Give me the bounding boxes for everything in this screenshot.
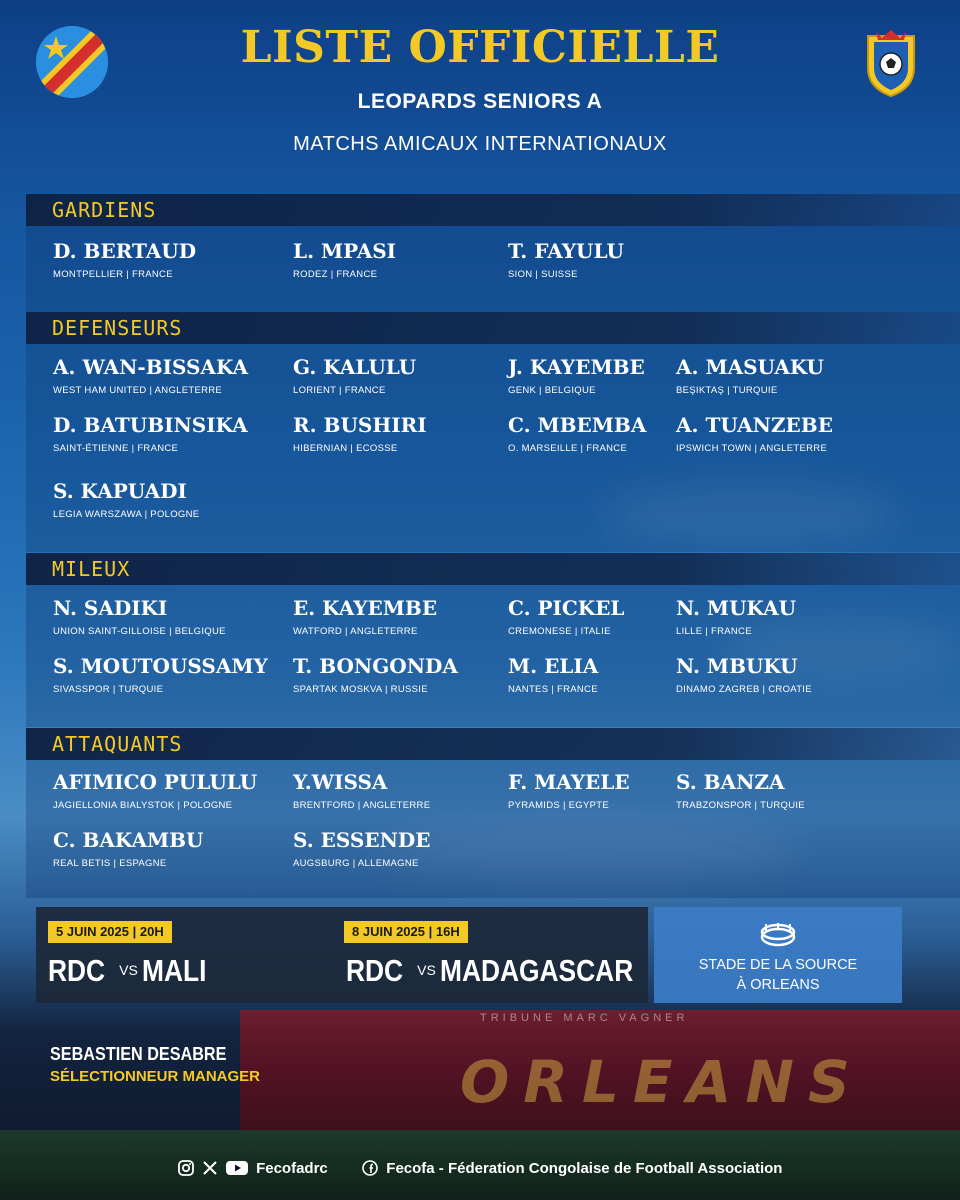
player-club: SPARTAK MOSKVA | RUSSIE [293,684,428,695]
player-name: C. MBEMBA [508,413,647,437]
player-card [53,479,283,520]
player-name: T. BONGONDA [293,654,458,678]
player-card [508,239,738,280]
stand-sign: ORLEANS [460,1048,864,1116]
player-club: REAL BETIS | ESPAGNE [53,858,167,869]
player-club: JAGIELLONIA BIALYSTOK | POLOGNE [53,800,233,811]
player-name: T. FAYULU [508,239,624,263]
manager-block [50,1044,260,1085]
player-club: LORIENT | FRANCE [293,385,386,396]
player-name: N. MUKAU [676,596,797,620]
player-club: DINAMO ZAGREB | CROATIE [676,684,812,695]
player-club: SIVASSPOR | TURQUIE [53,684,164,695]
player-card [676,355,906,396]
player-name: J. KAYEMBE [508,355,645,379]
instagram-icon[interactable] [178,1160,194,1176]
player-club: BRENTFORD | ANGLETERRE [293,800,431,811]
player-club: LILLE | FRANCE [676,626,752,637]
stadium-name [654,955,902,995]
player-name: Y.WISSA [293,770,388,794]
player-card [53,654,283,695]
player-club: BEŞIKTAŞ | TURQUIE [676,385,778,396]
player-name: A. MASUAKU [676,355,824,379]
stadium-line1: STADE DE LA SOURCE [698,957,858,973]
player-name: C. BAKAMBU [53,828,204,852]
player-club: SAINT-ÉTIENNE | FRANCE [53,443,179,454]
player-club: HIBERNIAN | ECOSSE [293,443,398,454]
away-team: MADAGASCAR [439,953,634,988]
player-club: WEST HAM UNITED | ANGLETERRE [53,385,223,396]
social-handle[interactable]: Fecofadrc [256,1160,328,1177]
player-name: A. TUANZEBE [676,413,833,437]
player-club: RODEZ | FRANCE [293,269,378,280]
footer [0,1160,960,1177]
home-team: RDC [346,953,404,988]
x-icon[interactable] [202,1160,218,1176]
player-club: UNION SAINT-GILLOISE | BELGIQUE [53,626,226,637]
player-card [53,413,283,454]
player-club: TRABZONSPOR | TURQUIE [676,800,805,811]
player-card [53,828,283,869]
section-bar-gardiens [26,194,960,226]
player-name: N. SADIKI [53,596,168,620]
vs-label: VS [119,962,138,978]
player-club: NANTES | FRANCE [508,684,598,695]
player-name: N. MBUKU [676,654,798,678]
away-team: MALI [141,953,207,988]
stand-top-text: TRIBUNE MARC VAGNER [480,1012,689,1024]
player-card [293,239,523,280]
player-club: CREMONESE | ITALIE [508,626,611,637]
matches-panel [36,907,648,1003]
player-name: F. MAYELE [508,770,630,794]
section-label: ATTAQUANTS [52,732,183,756]
player-card [676,770,906,811]
section-bar-attaquants [26,728,960,760]
section-bar-mileux [26,553,960,585]
player-name: S. ESSENDE [293,828,431,852]
player-card [676,596,906,637]
home-team: RDC [48,953,106,988]
event-subtitle: MATCHS AMICAUX INTERNATIONAUX [293,133,667,155]
section-bar-defenseurs [26,312,960,344]
player-club: PYRAMIDS | EGYPTE [508,800,610,811]
match-teams [346,953,667,989]
player-name: L. MPASI [293,239,397,263]
player-club: MONTPELLIER | FRANCE [53,269,173,280]
manager-name: SEBASTIEN DESABRE [50,1044,227,1064]
stadium-panel [654,907,902,1003]
player-card [53,770,283,811]
player-club: SION | SUISSE [508,269,578,280]
youtube-icon[interactable] [226,1160,248,1176]
player-card [53,239,283,280]
match-date: 5 JUIN 2025 | 20H [48,921,172,943]
section-label: DEFENSEURS [52,316,183,340]
player-name: R. BUSHIRI [293,413,427,437]
player-name: S. MOUTOUSSAMY [53,654,268,678]
player-card [293,828,523,869]
player-name: S. BANZA [676,770,785,794]
facebook-icon[interactable] [362,1160,378,1176]
player-name: G. KALULU [293,355,417,379]
player-club: O. MARSEILLE | FRANCE [508,443,628,454]
player-club: AUGSBURG | ALLEMAGNE [293,858,419,869]
manager-role: SÉLECTIONNEUR MANAGER [50,1068,261,1085]
player-card [293,355,523,396]
page-title: LISTE OFFICIELLE [240,22,720,73]
player-name: M. ELIA [508,654,599,678]
player-name: A. WAN-BISSAKA [53,355,249,379]
player-card [676,654,906,695]
stadium-icon [760,921,796,947]
player-card [293,413,523,454]
player-card [293,596,523,637]
player-name: AFIMICO PULULU [53,770,258,794]
player-club: GENK | BELGIQUE [508,385,596,396]
player-club: IPSWICH TOWN | ANGLETERRE [676,443,828,454]
player-card [293,770,523,811]
match-date: 8 JUIN 2025 | 16H [344,921,468,943]
player-name: E. KAYEMBE [293,596,438,620]
stadium-line2: À ORLEANS [736,977,820,993]
player-club: WATFORD | ANGLETERRE [293,626,418,637]
player-card [293,654,523,695]
player-card [53,596,283,637]
player-name: C. PICKEL [508,596,625,620]
vs-label: VS [417,962,436,978]
team-subtitle: LEOPARDS SENIORS A [357,90,603,113]
match-teams [48,953,218,989]
player-name: S. KAPUADI [53,479,187,503]
player-card [53,355,283,396]
section-label: GARDIENS [52,198,157,222]
player-name: D. BATUBINSIKA [53,413,248,437]
player-club: LEGIA WARSZAWA | POLOGNE [53,509,200,520]
section-label: MILEUX [52,557,131,581]
facebook-page[interactable]: Fecofa - Féderation Congolaise de Football Association [386,1160,783,1177]
player-card [676,413,906,454]
player-name: D. BERTAUD [53,239,197,263]
